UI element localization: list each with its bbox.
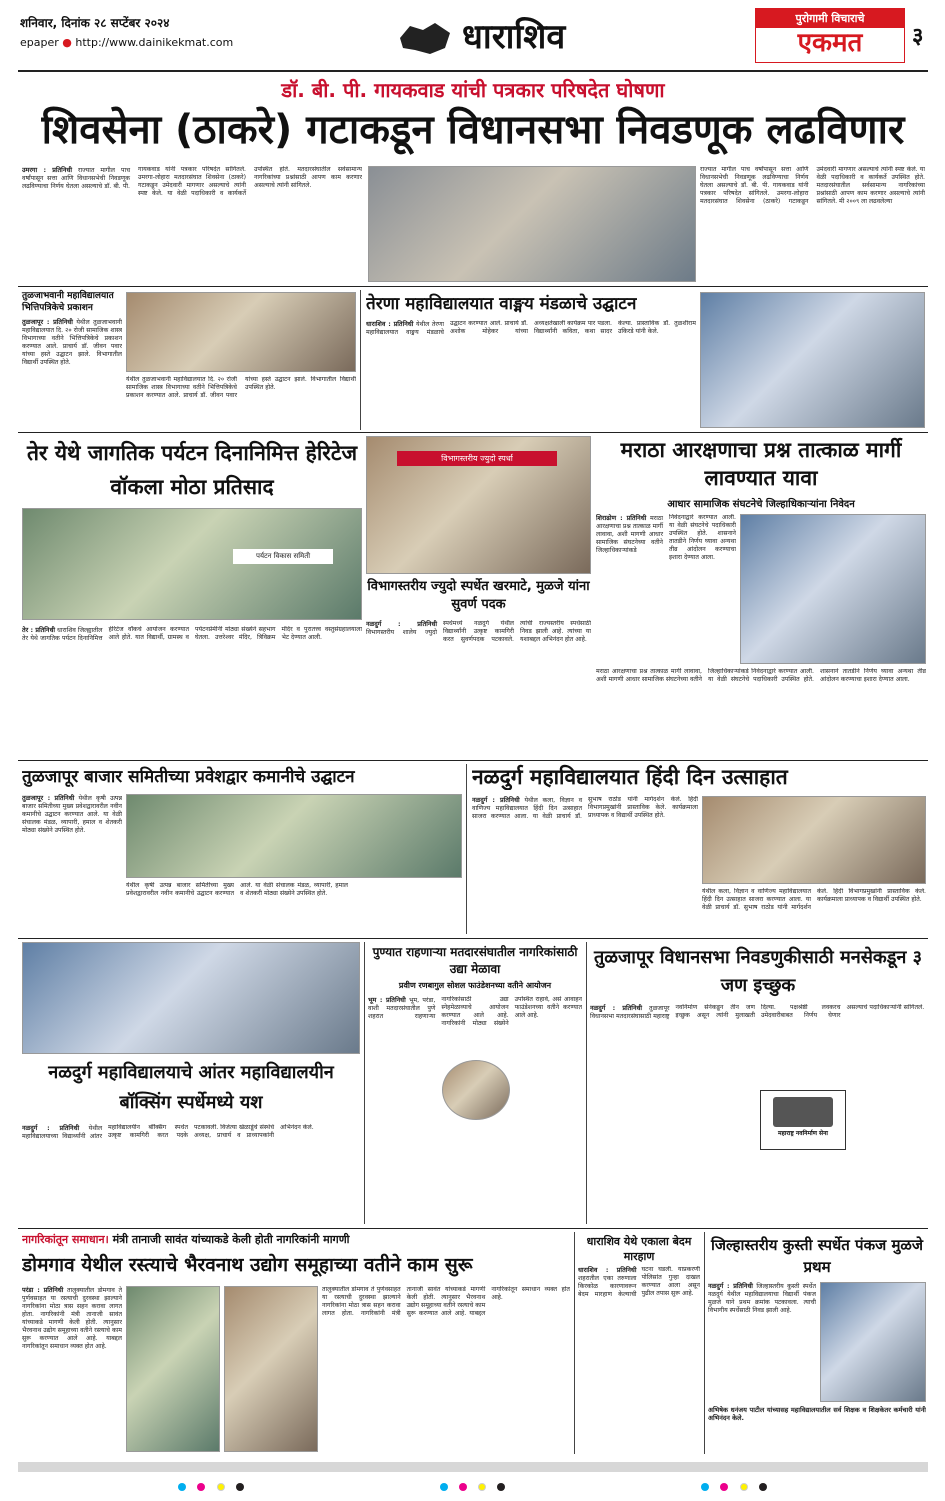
kusti-photo xyxy=(820,1282,926,1402)
mns-logo xyxy=(760,1090,846,1150)
maratha-body-2 xyxy=(596,668,926,756)
tuljabhavani-byline: तुळजापूर : प्रतिनिधी xyxy=(22,318,73,326)
tuljabhavani-body xyxy=(22,318,122,428)
beggar-body xyxy=(578,1266,700,1452)
globe-icon: ● xyxy=(62,36,72,49)
kusti-headline: जिल्हास्तरीय कुस्ती स्पर्धेत पंकज मुळजे प्रथम xyxy=(711,1236,923,1276)
judo-byline: नळदुर्ग : प्रतिनिधी xyxy=(366,620,437,628)
tuljapur-bazar-text: येथील कृषी उत्पन्न बाजार समितीच्या मुख्य प्रवेशद्वारावरील नवीन कमानीचे उद्घाटन करण्यात आले. या वेळी संचालक मंडळ, व्यापारी, हमाल व शेतकरी मोठ्या संख्येने उपस्थित होते. xyxy=(22,795,122,834)
tuljapur-bazar-headline: तुळजापूर बाजार समितीच्या प्रवेशद्वार कमानीचे उद्घाटन xyxy=(22,767,355,787)
maratha-body xyxy=(596,514,736,664)
tuljabhavani-text: येथील तुळजाभवानी महाविद्यालयात दि. २० रोजी सामाजिक शास्त्र विभागाच्या वतीने भित्तिपत्रिकेचे प्रकाशन करण्यात आले. प्राचार्य डॉ. जीवन पवार यांच्या हस्ते उद्घाटन झाले. विभागातील विद्यार्थी उपस्थित होते. xyxy=(22,319,122,366)
tuljapur-bazar-body-2 xyxy=(126,882,462,934)
judo-text: विभागस्तरीय शालेय ज्युदो स्पर्धेमध्ये नळदुर्ग येथील विद्यार्थ्यांनी उत्कृष्ट कामगिरी करत सुवर्णपदक पटकावले. त्यांची राज्यस्तरीय स्पर्धेसाठी निवड झाली आहे. त्यांच्या या यशाबद्दल अभिनंदन होत आहे. xyxy=(366,620,591,643)
tuljapur-bazar-text-cont: येथील कृषी उत्पन्न बाजार समितीच्या मुख्य प्रवेशद्वारावरील नवीन कमानीचे उद्घाटन करण्यात आले. या वेळी संचालक मंडळ, व्यापारी, हमाल व शेतकरी मोठ्या संख्येने उपस्थित होते. xyxy=(126,882,348,897)
cyan-dot-icon xyxy=(178,1483,186,1491)
road-byline: परंडा : प्रतिनिधी xyxy=(22,1286,64,1294)
district-map-icon xyxy=(395,18,455,58)
tuljapur-bazar-body xyxy=(22,794,122,934)
lead-headline: शिवसेना (ठाकरे) गटाकडून विधानसभा निवडणूक लढविणार xyxy=(41,107,905,153)
boxing-text: येथील महाविद्यालयाच्या विद्यार्थ्यांनी आंतर महाविद्यालयीन बॉक्सिंग स्पर्धेत उत्कृष्ट कामगिरी करत पदके पटकावली. विजेत्या खेळाडूंचे संस्थेचे अध्यक्ष, प्राचार्य व प्राध्यापकांनी अभिनंदन केले. xyxy=(22,1124,314,1140)
mns-logo-label: महाराष्ट्र नवनिर्माण सेना xyxy=(778,1130,828,1137)
hindi-body xyxy=(472,796,698,934)
hindi-byline: नळदुर्ग : प्रतिनिधी xyxy=(472,796,520,804)
divider xyxy=(574,1232,575,1454)
page-number: ३ xyxy=(912,24,924,49)
melava-portrait xyxy=(442,1060,510,1120)
lead-byline: उमरगा : प्रतिनिधी xyxy=(22,166,72,174)
registration-marks xyxy=(0,1476,945,1490)
beggar-byline: धाराशिव : प्रतिनिधी xyxy=(578,1266,637,1274)
hindi-photo xyxy=(702,796,926,884)
road-photo-1 xyxy=(126,1286,220,1452)
ter-photo xyxy=(22,508,362,620)
terna-body xyxy=(366,320,696,428)
beggar-headline: धाराशिव येथे एकाला बेदम मारहाण xyxy=(586,1235,692,1263)
ter-banner: पर्यटन विकास समिती xyxy=(233,549,333,564)
maratha-photo xyxy=(740,514,926,664)
mns-body xyxy=(590,1004,926,1224)
boxing-headline: नळदुर्ग महाविद्यालयाचे आंतर महाविद्यालयीन बॉक्सिंग स्पर्धेमध्ये यश xyxy=(48,1062,334,1113)
brand-box xyxy=(755,8,905,63)
epaper-text: epaper xyxy=(20,36,59,49)
epaper-label xyxy=(20,36,233,49)
road-headline: डोमगाव येथील रस्त्याचे भैरवनाथ उद्योग समूहाच्या वतीने काम सुरू xyxy=(22,1254,473,1276)
judo-headline: विभागस्तरीय ज्युदो स्पर्धेत खरमाटे, मुळजे यांना सुवर्ण पदक xyxy=(367,579,590,612)
rule-3 xyxy=(18,760,928,761)
yellow-dot-icon xyxy=(740,1483,748,1491)
melava-byline: भूम : प्रतिनिधी xyxy=(368,996,406,1004)
yellow-dot-icon xyxy=(217,1483,225,1491)
black-dot-icon xyxy=(236,1483,244,1491)
mns-headline: तुळजापूर विधानसभा निवडणुकीसाठी मनसेकडून ३ जण इच्छुक xyxy=(594,947,922,996)
road-kicker-row xyxy=(22,1232,480,1247)
road-kicker-2: मंत्री तानाजी सावंत यांच्याकडे केली होती नागरिकांनी मागणी xyxy=(112,1233,350,1246)
magenta-dot-icon xyxy=(720,1483,728,1491)
kusti-text: जिल्हास्तरीय कुस्ती स्पर्धेत नळदुर्ग येथील महाविद्यालयाचा विद्यार्थी पंकज मुळजे याने प्रथम क्रमांक पटकावला. त्याची विभागीय स्पर्धेसाठी निवड झाली आहे. xyxy=(708,1283,816,1314)
lead-body-cont: राज्यात मागील पाच वर्षांपासून सत्ता आणि विधानसभेची निवडणूक लढविण्याचा निर्णय घेतला असल्याचे डॉ. बी. पी. गायकवाड यांनी पत्रकार परिषदेत सांगितले. उमरगा-लोहारा मतदारसंघात शिवसेना (ठाकरे) गटाकडून उमेदवारी मागणार असल्याचे त्यांनी स्पष्ट केले. या वेळी पदाधिकारी व कार्यकर्ते उपस्थित होते. मतदारसंघातील सर्वसामान्य नागरिकांच्या प्रश्नांसाठी आपण काम करणार असल्याचे त्यांनी सांगितले. xyxy=(700,166,925,205)
black-dot-icon xyxy=(759,1483,767,1491)
melava-text: भूम, परंडा, वाशी मतदारसंघातील पुणे शहरात राहणाऱ्या नागरिकांसाठी उद्या स्नेहमेळाव्याचे आयोजन करण्यात आले आहे. नागरिकांनी मोठ्या संख्येने उपस्थित राहावे, असे आवाहन फाउंडेशनच्या वतीने करण्यात आले आहे. xyxy=(368,996,582,1027)
maratha-headline: मराठा आरक्षणाचा प्रश्न तात्काळ मार्गी लावण्यात यावा xyxy=(620,438,902,490)
maratha-subhead: आधार सामाजिक संघटनेचे जिल्हाधिकाऱ्यांना निवेदन xyxy=(667,499,855,510)
lead-rule xyxy=(18,286,928,287)
section-name: धाराशिव xyxy=(462,17,566,57)
mns-byline: नळदुर्ग : प्रतिनिधी xyxy=(590,1004,643,1012)
ter-body xyxy=(22,626,362,756)
tuljabhavani-headline: तुळजाभवानी महाविद्यालयात भित्तिपत्रिकेचे प्रकाशन xyxy=(22,291,114,313)
terna-text: येथील तेरणा महाविद्यालयात वाङ्मय मंडळाचे उद्घाटन करण्यात आले. प्राचार्य डॉ. अशोक मोहेकर यांच्या अध्यक्षतेखाली कार्यक्रम पार पडला. विद्यार्थ्यांनी कविता, कथा सादर केल्या. प्रास्ताविक डॉ. तुळशीराम उकिरडे यांनी केले. xyxy=(366,320,696,336)
maratha-text-cont: मराठा आरक्षणाचा प्रश्न तात्काळ मार्गी लावावा, अशी मागणी आधार सामाजिक संघटनेच्या वतीने जिल्हाधिकाऱ्यांकडे निवेदनाद्वारे करण्यात आली. या वेळी संघटनेचे पदाधिकारी उपस्थित होते. शासनाने तातडीने निर्णय घ्यावा अन्यथा तीव्र आंदोलन करण्याचा इशारा देण्यात आला. xyxy=(596,668,926,683)
lead-body: राज्यात मागील पाच वर्षांपासून सत्ता आणि विधानसभेची निवडणूक लढविण्याचा निर्णय घेतला असल्याचे डॉ. बी. पी. गायकवाड यांनी पत्रकार परिषदेत सांगितले. उमरगा-लोहारा मतदारसंघात शिवसेना (ठाकरे) गटाकडून उमेदवारी मागणार असल्याचे त्यांनी स्पष्ट केले. या वेळी पदाधिकारी व कार्यकर्ते उपस्थित होते. मतदारसंघातील सर्वसामान्य नागरिकांच्या प्रश्नांसाठी आपण काम करणार असल्याचे त्यांनी सांगितले. xyxy=(22,166,362,197)
road-kicker: नागरिकांतून समाधान। xyxy=(22,1233,109,1246)
rule-2 xyxy=(18,432,928,433)
lead-kicker: डॉ. बी. पी. गायकवाड यांची पत्रकार परिषदेत घोषणा xyxy=(281,78,665,102)
hindi-headline: नळदुर्ग महाविद्यालयात हिंदी दिन उत्साहात xyxy=(472,765,788,789)
hindi-text-cont: येथील कला, विज्ञान व वाणिज्य महाविद्यालयात हिंदी दिन उत्साहात साजरा करण्यात आला. या वेळी प्राचार्य डॉ. सुभाष राठोड यांनी मार्गदर्शन केले. हिंदी विभागप्रमुखांनी प्रास्ताविक केले. कार्यक्रमाला प्राध्यापक व विद्यार्थी उपस्थित होते. xyxy=(702,888,926,911)
melava-subhead: प्रवीण रणबागुल सोशल फाउंडेशनच्या वतीने आयोजन xyxy=(398,981,552,990)
tuljabhavani-body-2 xyxy=(126,376,356,428)
footer-bar xyxy=(18,1462,928,1472)
tuljapur-bazar-byline: तुळजापूर : प्रतिनिधी xyxy=(22,794,75,802)
melava-headline: पुण्यात राहणाऱ्या मतदारसंघातील नागरिकांसाठी उद्या मेळावा xyxy=(372,945,578,976)
rule-4 xyxy=(18,938,928,939)
lead-photo xyxy=(368,166,696,282)
road-photo-2 xyxy=(224,1286,318,1452)
mns-seal-icon xyxy=(773,1097,833,1127)
kusti-caption: अभिषेक धनंजय पाटील यांच्यासह महाविद्यालयातील सर्व शिक्षक व शिक्षकेतर कर्मचारी यांनी अभिनंदन केले. xyxy=(708,1406,926,1422)
divider xyxy=(364,942,365,1224)
divider xyxy=(360,290,361,430)
rule-5 xyxy=(18,1228,928,1229)
judo-photo xyxy=(366,436,591,574)
lead-body-1 xyxy=(22,166,362,282)
terna-photo xyxy=(700,292,925,428)
magenta-dot-icon xyxy=(197,1483,205,1491)
masthead xyxy=(0,0,945,70)
terna-headline: तेरणा महाविद्यालयात वाङ्मय मंडळाचे उद्घाटन xyxy=(366,294,637,314)
cyan-dot-icon xyxy=(440,1483,448,1491)
beggar-text: शहरातील एका तरुणाला किरकोळ कारणावरून बेदम मारहाण केल्याची घटना घडली. याप्रकरणी पोलिसांत गुन्हा दाखल करण्यात आला असून पुढील तपास सुरू आहे. xyxy=(578,1266,700,1298)
road-text: तालुक्यातील डोमगाव ते पुर्णवसाहत या रस्त्याची दुरवस्था झाल्याने नागरिकांना मोठा त्रास सहन करावा लागत होता. नागरिकांनी मंत्री तानाजी सावंत यांच्याकडे मागणी केली होती. त्यानुसार भैरवनाथ उद्योग समूहाच्या वतीने रस्त्याचे काम सुरू करण्यात आले आहे. याबद्दल नागरिकांतून समाधान व्यक्त होत आहे. xyxy=(22,1287,122,1350)
road-body-2 xyxy=(322,1286,570,1452)
tuljabhavani-text-cont: येथील तुळजाभवानी महाविद्यालयात दि. २० रोजी सामाजिक शास्त्र विभागाच्या वतीने भित्तिपत्रिकेचे प्रकाशन करण्यात आले. प्राचार्य डॉ. जीवन पवार यांच्या हस्ते उद्घाटन झाले. विभागातील विद्यार्थी उपस्थित होते. xyxy=(126,376,356,399)
brand-logo: एकमत xyxy=(797,28,863,58)
tuljapur-bazar-photo xyxy=(126,794,462,878)
mns-text: तुळजापूर विधानसभा मतदारसंघासाठी महाराष्ट्र नवनिर्माण सेनेकडून तीन जण इच्छुक असून त्यांनी मुलाखती दिल्या. पक्षश्रेष्ठी लवकरच उमेदवारीबाबत निर्णय घेणार असल्याचे पदाधिकाऱ्यांनी सांगितले. xyxy=(590,1004,925,1020)
maratha-text: मराठा आरक्षणाचा प्रश्न तात्काळ मार्गी लावावा, अशी मागणी आधार सामाजिक संघटनेच्या वतीने जिल्हाधिकाऱ्यांकडे निवेदनाद्वारे करण्यात आली. या वेळी संघटनेचे पदाधिकारी उपस्थित होते. शासनाने तातडीने निर्णय घ्यावा अन्यथा तीव्र आंदोलन करण्याचा इशारा देण्यात आला. xyxy=(596,514,736,561)
kusti-byline: नळदुर्ग : प्रतिनिधी xyxy=(708,1282,753,1290)
tuljabhavani-photo xyxy=(126,292,356,372)
masthead-rule xyxy=(18,70,928,72)
boxing-photo xyxy=(22,942,360,1054)
ter-headline: तेर येथे जागतिक पर्यटन दिनानिमित्त हेरिटेज वॉकला मोठा प्रतिसाद xyxy=(26,441,358,499)
judo-body xyxy=(366,620,591,756)
cyan-dot-icon xyxy=(701,1483,709,1491)
maratha-byline: शिराढोण : प्रतिनिधी xyxy=(596,514,647,522)
epaper-url[interactable]: http://www.dainikekmat.com xyxy=(75,36,234,49)
black-dot-icon xyxy=(497,1483,505,1491)
kusti-body xyxy=(708,1282,816,1402)
ter-byline: तेर : प्रतिनिधी xyxy=(22,626,56,634)
boxing-byline: नळदुर्ग : प्रतिनिधी xyxy=(22,1124,80,1132)
divider xyxy=(704,1232,705,1454)
masthead-date: शनिवार, दिनांक २८ सप्टेंबर २०२४ xyxy=(20,16,170,30)
divider xyxy=(466,764,467,934)
hindi-body-2 xyxy=(702,888,926,934)
brand-tag: पुरोगामी विचाराचे xyxy=(756,9,904,28)
judo-banner: विभागस्तरीय ज्युदो स्पर्धा xyxy=(397,451,557,466)
yellow-dot-icon xyxy=(478,1483,486,1491)
lead-footer: मी २००९ ला लढवलेल्या xyxy=(839,198,893,205)
road-body xyxy=(22,1286,122,1452)
magenta-dot-icon xyxy=(459,1483,467,1491)
hindi-text: येथील कला, विज्ञान व वाणिज्य महाविद्यालयात हिंदी दिन उत्साहात साजरा करण्यात आला. या वेळी प्राचार्य डॉ. सुभाष राठोड यांनी मार्गदर्शन केले. हिंदी विभागप्रमुखांनी प्रास्ताविक केले. कार्यक्रमाला प्राध्यापक व विद्यार्थी उपस्थित होते. xyxy=(472,796,698,820)
road-text-cont: तालुक्यातील डोमगाव ते पुर्णवसाहत या रस्त्याची दुरवस्था झाल्याने नागरिकांना मोठा त्रास सहन करावा लागत होता. नागरिकांनी मंत्री तानाजी सावंत यांच्याकडे मागणी केली होती. त्यानुसार भैरवनाथ उद्योग समूहाच्या वतीने रस्त्याचे काम सुरू करण्यात आले आहे. याबद्दल नागरिकांतून समाधान व्यक्त होत आहे. xyxy=(322,1286,570,1317)
divider xyxy=(586,942,587,1224)
terna-byline: धाराशिव : प्रतिनिधी xyxy=(366,320,414,328)
ter-text: धाराशिव जिल्ह्यातील तेर येथे जागतिक पर्यटन दिनानिमित्त हेरिटेज वॉकचे आयोजन करण्यात आले होते. यात विद्यार्थी, ग्रामस्थ व पर्यटनप्रेमींनी मोठ्या संख्येने सहभाग घेतला. उत्तरेश्वर मंदिर, त्रिविक्रम मंदिर व पुरातत्त्व वस्तुसंग्रहालयाला भेट देण्यात आली. xyxy=(22,626,362,642)
boxing-body xyxy=(22,1124,360,1224)
lead-body-2 xyxy=(700,166,925,282)
